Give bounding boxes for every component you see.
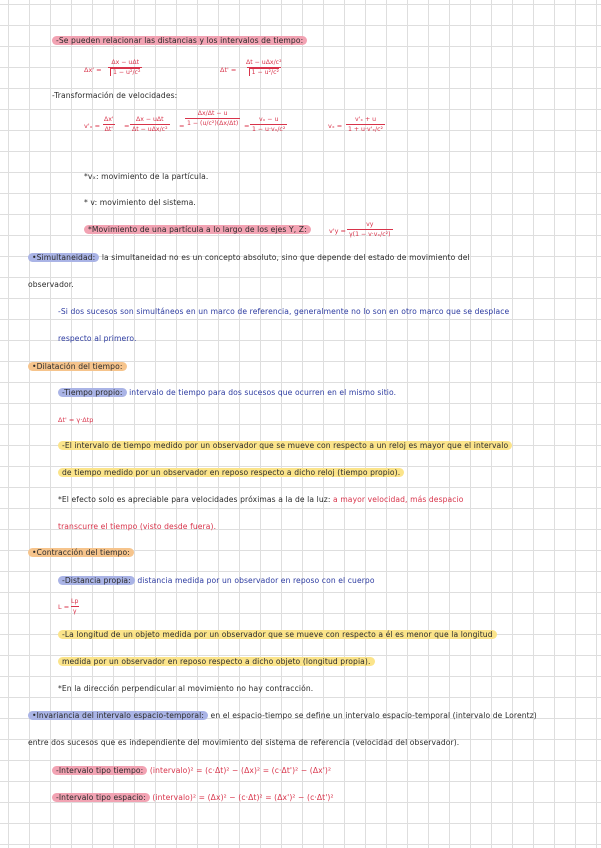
invariance-line: •Invariancia del intervalo espacio-temporal: en el espacio-tiempo se define un intervalo espacio-temporal (intervalo de Lorentz) bbox=[28, 711, 537, 721]
simultaneous-events-line-2: respecto al primero. bbox=[58, 334, 137, 343]
contraction-statement: -La longitud de un objeto medida por un observador que se mueve con respecto a él es menor que la longitud bbox=[58, 630, 497, 640]
L-fraction: $\frac{Lp}{\gamma}$ bbox=[71, 598, 79, 615]
simultaneity-line: •Simultaneidad: la simultaneidad no es un concepto absoluto, sino que depende del estado de movimiento del bbox=[28, 253, 470, 263]
light-speed-note-2: transcurre el tiempo (visto desde fuera). bbox=[58, 522, 217, 531]
perpendicular-note: *En la dirección perpendicular al movimiento no hay contracción. bbox=[58, 684, 314, 693]
time-like-interval: -Intervalo tipo tiempo: (intervalo)² = (c·Δt)² − (Δx)² = (c·Δt')² − (Δx')² bbox=[52, 766, 331, 776]
velocity-heading: -Transformación de velocidades: bbox=[52, 91, 178, 100]
light-speed-note: *El efecto solo es apreciable para velocidades próximas a la de la luz: a mayor velocidad, más despacio bbox=[58, 495, 464, 504]
vx-inverse-fraction: $\frac{\text{v'ₓ + u}}{\text{1 + u·v'ₓ/c²}}$ bbox=[348, 116, 384, 133]
intro-line: -Se pueden relacionar las distancias y los intervalos de tiempo: bbox=[52, 36, 307, 46]
vx-eq-2: = bbox=[179, 122, 185, 130]
vx-fraction-2: Δx − uΔt Δt − uΔx/c² bbox=[132, 116, 168, 133]
vx-eq-3: = bbox=[244, 122, 250, 130]
vx-eq-1: = bbox=[124, 122, 130, 130]
note-vx: *vₓ: movimiento de la partícula. bbox=[84, 172, 209, 181]
vx-inverse-lhs: vₓ = bbox=[328, 122, 343, 130]
note-v: * v: movimiento del sistema. bbox=[84, 198, 196, 207]
vx-fraction-1: $\frac{\Delta x'}{\Delta t'}$ bbox=[104, 116, 114, 133]
proper-distance-line: -Distancia propia: distancia medida por un observador en reposo con el cuerpo bbox=[58, 576, 375, 586]
vy-fraction: $\frac{vy}{\text{γ(1 − v·vₓ/c²)}}$ bbox=[349, 221, 391, 238]
invariance-line-2: entre dos sucesos que es independiente del movimiento del sistema de referencia (velocidad del observador). bbox=[28, 738, 460, 747]
time-dilation-heading: •Dilatación del tiempo: bbox=[28, 362, 127, 372]
dt-lhs: Δt' = bbox=[220, 66, 237, 74]
simultaneous-events-line: -Si dos sucesos son simultáneos en un marco de referencia, generalmente no lo son en otro marco que se desplace bbox=[58, 307, 510, 316]
contraction-heading: •Contracción del tiempo: bbox=[28, 548, 134, 558]
yz-heading: *Movimiento de una partícula a lo largo de los ejes Y, Z: bbox=[84, 225, 311, 235]
vx-fraction-3: $\frac{\Delta x/\Delta t - u}{\text{1 − (u/c²)(Δx/Δt)}}$ bbox=[187, 110, 239, 127]
dx-lhs: Δx' = bbox=[84, 66, 102, 74]
time-dilation-formula: Δt' = γ·Δtp bbox=[58, 416, 94, 424]
time-dilation-statement: -El intervalo de tiempo medido por un observador que se mueve con respecto a un reloj es mayor que el intervalo bbox=[58, 441, 512, 451]
dt-fraction: Δt − uΔx/c² 1 − u²/c² bbox=[246, 59, 282, 76]
vx-fraction-4: $\frac{\text{vₓ − u}}{\text{1 − u·vₓ/c²}}$ bbox=[252, 116, 286, 133]
space-like-interval: -Intervalo tipo espacio: (intervalo)² = (Δx)² − (c·Δt)² = (Δx')² − (c·Δt')² bbox=[52, 793, 334, 803]
L-lhs: L = bbox=[58, 603, 70, 611]
contraction-statement-2: medida por un observador en reposo respecto a dicho objeto (longitud propia). bbox=[58, 657, 375, 667]
simultaneity-line-2: observador. bbox=[28, 280, 74, 289]
time-dilation-statement-2: de tiempo medido por un observador en reposo respecto a dicho reloj (tiempo propio). bbox=[58, 468, 404, 478]
dx-fraction: Δx − uΔt 1 − u²/c² bbox=[108, 59, 142, 76]
vx-lhs: v'ₓ = bbox=[84, 122, 101, 130]
proper-time-line: -Tiempo propio: intervalo de tiempo para dos sucesos que ocurren en el mismo sitio. bbox=[58, 388, 396, 398]
vy-lhs: v'y = bbox=[329, 227, 346, 235]
